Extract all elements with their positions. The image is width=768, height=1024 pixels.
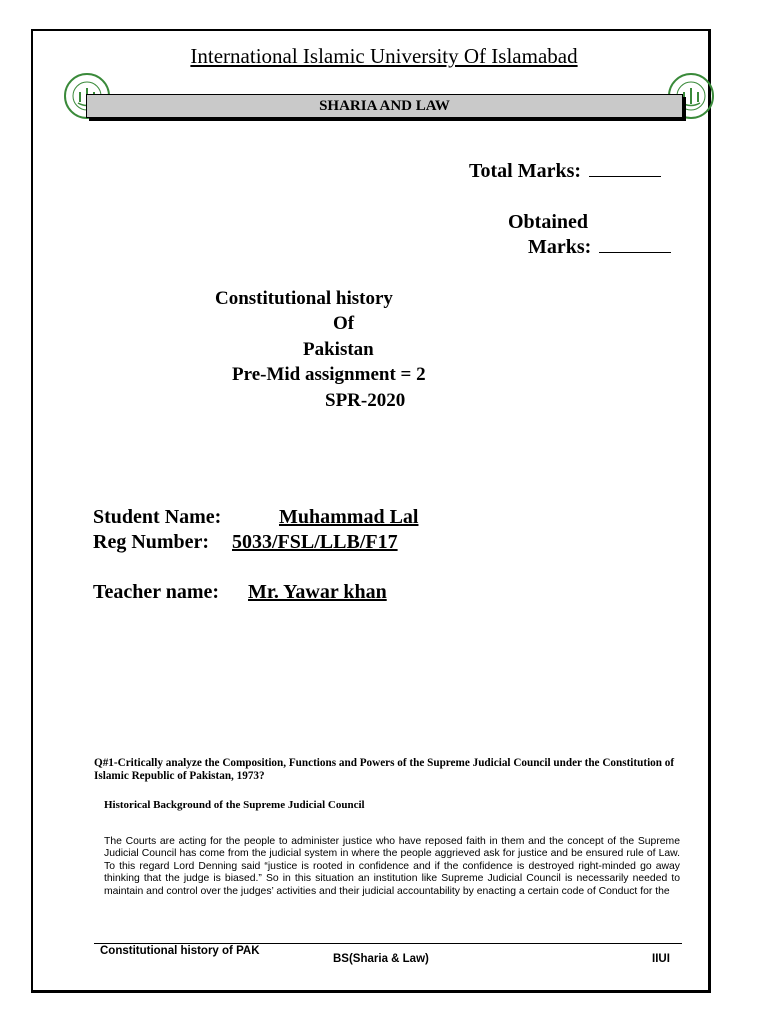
footer-divider (94, 943, 682, 944)
question-text: Q#1-Critically analyze the Composition, Functions and Powers of the Supreme Judicial Council under the Constitution of Islamic Republic of Pakistan, 1973? (94, 757, 675, 782)
title-line-3: Pakistan (303, 339, 374, 360)
title-line-2: Of (333, 313, 355, 334)
body-paragraph: The Courts are acting for the people to administer justice who have reposed faith in them and the concept of the Supreme Judicial Council has come from the judicial system in where the people aggrieved ask for justice and be ensured rule of Law. To this regard Lord Denning said “justice is rooted in confidence and if the confidence is destroyed right-minded go away thinking that the judge is biased.” So in this situation an institution like Supreme Judicial Council is necessarily needed to maintain and control over the judges’ activities and their judicial accountability by enacting a certain code of Conduct for the (104, 836, 680, 897)
footer-center: BS(Sharia & Law) (333, 953, 429, 965)
obtained-marks (528, 236, 671, 259)
title-line-4: Pre-Mid assignment = 2 (232, 364, 426, 385)
reg-number-label: Reg Number: (93, 531, 210, 553)
department-banner: SHARIA AND LAW (86, 94, 683, 118)
student-name-label: Student Name: (93, 506, 222, 528)
obtained-label: Obtained (508, 211, 589, 233)
teacher-name-label: Teacher name: (93, 581, 220, 603)
student-name-value: Muhammad Lal (279, 506, 419, 528)
footer-left: Constitutional history of PAK (100, 945, 260, 957)
reg-number-value: 5033/FSL/LLB/F17 (232, 531, 398, 553)
total-marks-label: Total Marks: (469, 160, 582, 182)
obtained-marks-blank (599, 252, 671, 253)
university-title: International Islamic University Of Islamabad (190, 44, 578, 68)
title-line-5: SPR-2020 (325, 390, 406, 411)
footer-right: IIUI (652, 953, 670, 965)
title-line-1: Constitutional history (215, 288, 393, 309)
total-marks (469, 160, 661, 183)
teacher-name-value: Mr. Yawar khan (248, 581, 387, 603)
obtained-marks-label: Marks: (528, 236, 592, 258)
section-heading: Historical Background of the Supreme Judicial Council (104, 799, 365, 811)
total-marks-blank (589, 176, 661, 177)
